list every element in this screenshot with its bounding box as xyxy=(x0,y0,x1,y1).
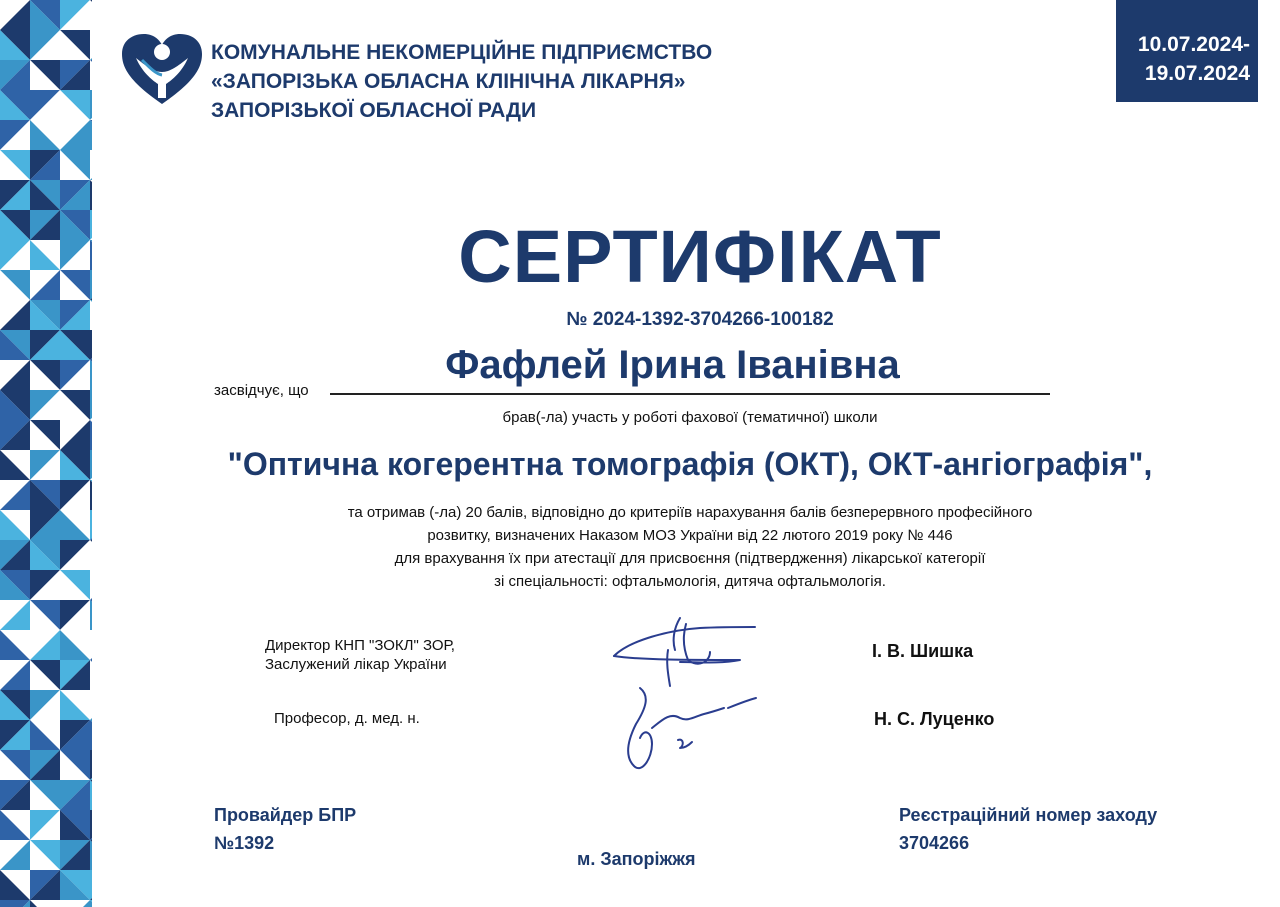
signatory-title-professor: Професор, д. мед. н. xyxy=(274,710,420,727)
signatory-name-professor: Н. С. Луценко xyxy=(874,709,995,729)
pattern-triangle xyxy=(90,360,92,390)
pattern-triangle xyxy=(90,840,92,870)
pattern-triangle xyxy=(90,300,92,330)
certificate-description xyxy=(260,501,1120,593)
pattern-triangle xyxy=(90,210,92,240)
city-label: м. Запоріжжя xyxy=(577,849,696,869)
pattern-triangle xyxy=(90,270,92,300)
registration-number: 3704266 xyxy=(899,833,970,853)
signatory-name-director: І. В. Шишка xyxy=(872,641,974,661)
signatory-title-line: Директор КНП "ЗОКЛ" ЗОР, xyxy=(265,637,455,654)
certifies-label: засвідчує, що xyxy=(214,382,309,399)
name-underline xyxy=(330,393,1050,395)
certificate-number: № 2024-1392-3704266-100182 xyxy=(566,309,834,330)
pattern-triangle xyxy=(90,0,92,30)
pattern-triangle xyxy=(90,180,92,210)
pattern-triangle xyxy=(90,330,92,360)
pattern-triangle xyxy=(90,870,92,900)
pattern-triangle xyxy=(90,660,92,690)
date-range-badge xyxy=(1116,0,1258,102)
organization-name xyxy=(211,38,712,125)
organization-line: ЗАПОРІЗЬКОЇ ОБЛАСНОЇ РАДИ xyxy=(211,99,537,122)
pattern-triangle xyxy=(90,540,92,570)
pattern-triangle xyxy=(90,630,92,660)
pattern-triangle xyxy=(90,600,92,630)
organization-line: КОМУНАЛЬНЕ НЕКОМЕРЦІЙНЕ ПІДПРИЄМСТВО xyxy=(211,41,713,64)
description-line: розвитку, визначених Наказом МОЗ України від 22 лютого 2019 року № 446 xyxy=(427,527,953,544)
signatory-title-line: Заслужений лікар України xyxy=(265,656,447,673)
pattern-triangle xyxy=(90,690,92,720)
pattern-triangle xyxy=(90,570,92,600)
description-line: зі спеціальності: офтальмологія, дитяча офтальмологія. xyxy=(494,573,886,590)
description-line: для врахування їх при атестації для присвоєння (підтвердження) лікарської категорії xyxy=(394,550,986,567)
pattern-triangle xyxy=(90,450,92,480)
participation-text: брав(-ла) участь у роботі фахової (тематичної) школи xyxy=(502,409,878,426)
pattern-triangle xyxy=(90,60,92,90)
pattern-triangle xyxy=(90,390,92,420)
pattern-triangle xyxy=(90,420,92,450)
recipient-name: Фафлей Ірина Іванівна xyxy=(445,343,900,387)
pattern-triangle xyxy=(90,120,92,150)
description-line: та отримав (-ла) 20 балів, відповідно до критеріїв нарахування балів безперервного професійного xyxy=(347,504,1033,521)
pattern-triangle xyxy=(90,750,92,780)
signatory-title-director xyxy=(265,636,455,674)
pattern-triangle xyxy=(90,720,92,750)
pattern-triangle xyxy=(90,480,92,510)
pattern-triangle xyxy=(90,510,92,540)
pattern-triangle xyxy=(90,90,92,120)
registration-info xyxy=(899,801,1157,857)
pattern-triangle xyxy=(90,780,92,810)
registration-label: Реєстраційний номер заходу xyxy=(899,805,1158,825)
provider-label: Провайдер БПР xyxy=(214,805,357,825)
pattern-triangle xyxy=(90,810,92,840)
school-title: "Оптична когерентна томографія (ОКТ), ОКТ-ангіографія", xyxy=(227,446,1153,482)
provider-number: №1392 xyxy=(214,833,275,853)
pattern-triangle xyxy=(90,150,92,180)
heart-figure-logo-icon xyxy=(120,32,204,106)
date-end: 19.07.2024 xyxy=(1144,62,1250,85)
pattern-triangle xyxy=(90,30,92,60)
handwritten-signatures xyxy=(600,608,770,788)
certificate-title: СЕРТИФІКАТ xyxy=(458,215,942,298)
pattern-triangle xyxy=(90,240,92,270)
date-start: 10.07.2024- xyxy=(1137,33,1250,56)
triangle-pattern-border xyxy=(0,0,92,907)
provider-info xyxy=(214,801,356,857)
organization-line: «ЗАПОРІЗЬКА ОБЛАСНА КЛІНІЧНА ЛІКАРНЯ» xyxy=(211,70,686,93)
